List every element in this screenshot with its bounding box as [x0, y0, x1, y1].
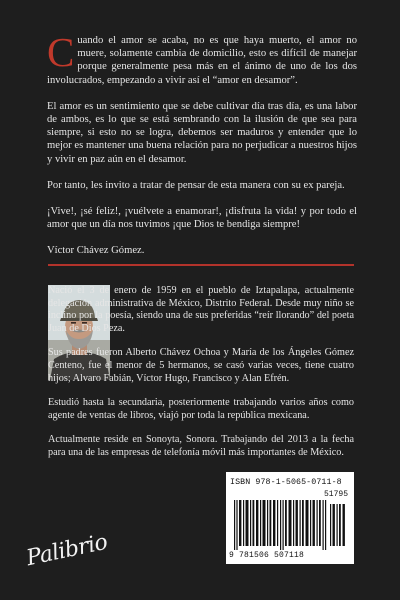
bio-paragraph-4: Actualmente reside en Sonoyta, Sonora. Trabajando del 2013 a la fecha para una de las empresas de telefonía móvil más importantes de México. [48, 434, 354, 458]
drop-cap: C [47, 29, 75, 75]
author-bio [48, 285, 354, 472]
intro-paragraph-3: Por tanto, les invito a tratar de pensar de esta manera con su ex pareja. [47, 179, 345, 191]
bio-paragraph-1: Nació el 3 de enero de 1959 en el pueblo de Iztapalapa, actualmente delegación administrativa de México, Distrito Federal. Desde muy niño se inclino por la poesía, siendo una de sus preferidas “reír llorando” del poeta Juan de Dios Peza. [48, 285, 354, 334]
bio-paragraph-2: Sus padres fueron Alberto Chávez Ochoa y María de los Ángeles Gómez Centeno, fue el menor de 5 hermanos, se casó varias veces, tiene cuatro hijos; Alvaro Fabián, Víctor Hugo, Francisco y Alan Efrén. [48, 347, 354, 384]
intro-paragraph-1 [47, 29, 357, 87]
ean-number: 9 781506 507118 [229, 551, 305, 560]
intro-paragraph-1-text: uando el amor se acaba, no es que haya muerto, el amor no muere, solamente cambia de domicilio, esto es difícil de manejar porque generalmente pesa más en el ánimo de uno de los dos involucrados, empezando a vivir así el “amor en desamor”. [47, 35, 357, 86]
publisher-logo: Palibrio [24, 529, 110, 572]
isbn-barcode [226, 472, 354, 564]
author-signature: Víctor Chávez Gómez. [47, 245, 145, 257]
isbn-number: ISBN 978-1-5065-0711-8 [230, 478, 342, 487]
intro-text [47, 29, 357, 271]
barcode-bars [234, 500, 346, 550]
intro-paragraph-4: ¡Vive!, ¡sé feliz!, ¡vuélvete a enamorar!, ¡disfruta la vida! y por todo el amor que un día nos tuvimos ¡que Dios te bendiga siempre! [47, 206, 357, 231]
intro-paragraph-2: El amor es un sentimiento que se debe cultivar día tras día, es una labor de ambos, es lo que se está sembrando con la ilusión de que sea para siempre, si esto no se logra, debemos ser maduros y entender que lo mejor es mantener una buena relación para no perjudicar a nuestros hijos y vivir en paz aún en el desamor. [47, 100, 357, 165]
barcode-addon-number: 51795 [323, 490, 348, 499]
section-divider [48, 264, 354, 266]
bio-paragraph-3: Estudió hasta la secundaria, posteriormente trabajando varios años como agente de ventas de libros, viajó por toda la república mexicana. [48, 397, 354, 421]
